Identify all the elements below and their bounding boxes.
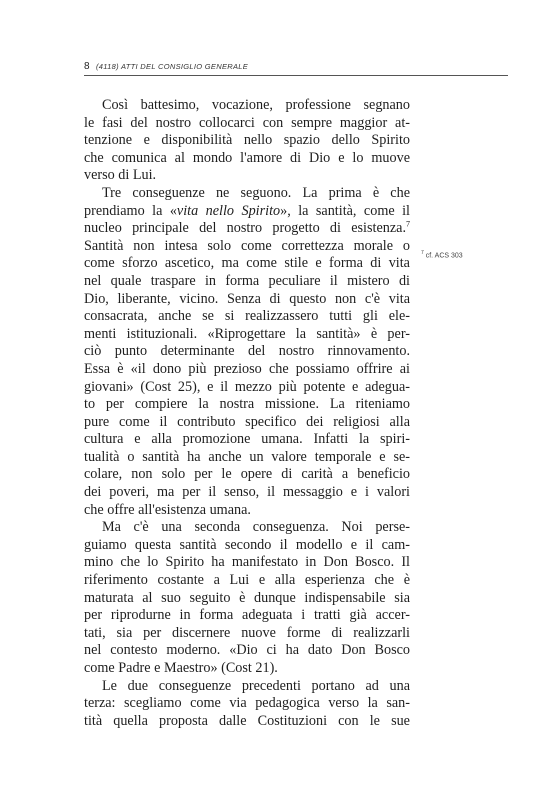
text-line: come Padre e Maestro» (Cost 21). (84, 660, 278, 676)
text-line: che offre all'esistenza umana. (84, 501, 251, 518)
header-rule (84, 75, 508, 76)
text-line: mino che lo Spirito ha manifestato in Don Bosco. Il (84, 554, 410, 571)
text-line: Essa è «il dono più prezioso che possiamo offrire ai (84, 360, 410, 377)
text-line: dei poveri, ma per il senso, il messaggio e i valori (84, 484, 410, 501)
page-number: 8 (84, 61, 90, 72)
text-line: colare, non solo per le opere di carità a beneficio (84, 466, 410, 483)
text-line: nel contesto moderno. «Dio ci ha dato Don Bosco (84, 642, 410, 659)
footnote-text: cf. ACS 303 (425, 252, 463, 260)
text-line: Santità non intesa solo come correttezza morale o (84, 237, 410, 254)
text-line: to per compiere la nostra missione. La riteniamo (84, 396, 410, 413)
text-line: nel quale traspare in forma peculiare il mistero di (84, 272, 410, 289)
text-line: prendiamo la «vita nello Spirito», la santità, come il (84, 202, 410, 219)
italic-phrase: vita nello Spirito (176, 202, 281, 219)
text-line: riferimento costante a Lui e alla esperienza che è (84, 572, 410, 589)
footnote-marker: 7 (421, 250, 424, 256)
text-line: verso di Lui. (84, 167, 157, 184)
text-line: terza: scegliamo come via pedagogica verso la san- (84, 695, 410, 712)
body-text (84, 97, 410, 730)
text-line: tati, sia per discernere nuove forme di realizzarli (84, 624, 410, 641)
text-line: Ma c'è una seconda conseguenza. Noi perse- (102, 519, 410, 536)
text-line: che comunica al mondo l'amore di Dio e lo muove (84, 149, 410, 166)
text-line: come sforzo ascetico, ma come stile e forma di vita (84, 255, 410, 272)
text-line: pure come il contributo specifico dei religiosi alla (84, 413, 410, 430)
margin-footnote (421, 248, 463, 261)
text-line: nucleo principale del nostro progetto di esistenza.$^7$ (84, 219, 410, 237)
running-header (84, 61, 508, 77)
text-line: per riprodurne in forma adeguata i tratti già accer- (84, 607, 410, 624)
text-line: cultura e alla promozione umana. Infatti la spiri- (84, 431, 410, 448)
running-title: (4118) ATTI DEL CONSIGLIO GENERALE (96, 62, 249, 71)
text-line: Così battesimo, vocazione, professione segnano (102, 97, 410, 113)
text-line: giovani» (Cost 25), e il mezzo più potente e adegua- (84, 378, 410, 395)
footnote-ref: 7 (406, 219, 410, 229)
text-line: tità quella proposta dalle Costituzioni con le sue (84, 712, 410, 729)
text-line: Tre conseguenze ne seguono. La prima è che (102, 184, 410, 201)
text-line: guiamo questa santità secondo il modello e il cam- (84, 536, 410, 553)
text-line: maturata al suo seguito è dunque indispensabile sia (84, 589, 410, 606)
text-line: ciò punto determinante del nostro rinnovamento. (84, 343, 410, 360)
text-line: tualità o santità ha anche un valore temporale e se- (84, 448, 410, 465)
text-line: tenzione e disponibilità nello spazio dello Spirito (84, 132, 410, 149)
text-line: Le due conseguenze precedenti portano ad una (102, 677, 410, 694)
text-line: menti istituzionali. «Riprogettare la santità» è per- (84, 325, 410, 342)
text-line: Dio, liberante, vicino. Senza di questo non c'è vita (84, 290, 410, 307)
text-line: consacrata, anche se si realizzassero tutti gli ele- (84, 308, 410, 325)
text-line: le fasi del nostro collocarci con sempre maggior at- (84, 114, 410, 131)
